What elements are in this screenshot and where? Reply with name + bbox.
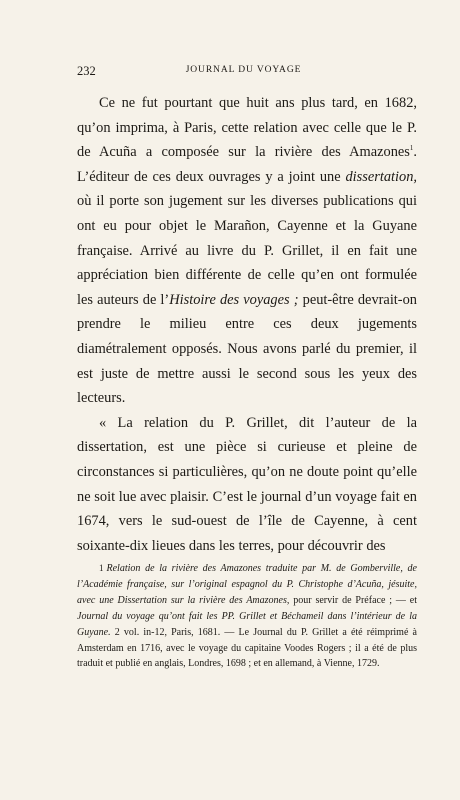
footnote-1 [77, 561, 417, 672]
footnote-reference: 1 [409, 144, 414, 153]
paragraph-1-text-b: . L’éditeur de ces deux ouvrages y a joint une [77, 144, 417, 185]
running-head: JOURNAL DU VOYAGE [185, 65, 302, 75]
footnote-text-1: pour servir de Préface ; — et [289, 594, 418, 606]
page-header [77, 64, 410, 80]
footnote-italic-title-1: Relation de la rivière des Amazones traduite par M. de Gomberville, de l’Académie française, sur l’original espagnol du P. Christophe d’Acuña, jésuite, avec une Dissertation sur la rivière des Amazones, [77, 563, 417, 606]
paragraph-1-italic-dissertation: dissertation, [345, 168, 417, 185]
footnote-number: 1 [99, 563, 104, 573]
body-text [77, 91, 417, 558]
footnote-italic-title-2: Journal du voyage qu’ont fait les PP. Grillet et Béchameil dans l’intérieur de la Guyane. [77, 610, 417, 638]
paragraph-1-text-d: peut-être devrait-on prendre le milieu entre ces deux jugements diamétralement opposés. Nous avons parlé du premier, il est juste de mettre aussi le second sous les yeux des lecteurs. [77, 291, 417, 407]
footnote-text-2: 2 vol. in-12, Paris, 1681. — Le Journal du P. Grillet a été réimprimé à Amsterdam en 1716, avec le voyage du capitaine Voodes Rogers ; il a été de plus traduit et publié en anglais, Londres, 1698 ; et en allemand, à Vienne, 1729. [77, 626, 417, 670]
paragraph-1-text-a: Ce ne fut pourtant que huit ans plus tard, en 1682, qu’on imprima, à Paris, cette relation avec celle que le P. de Acuña a composée sur la rivière des Amazones [77, 95, 417, 161]
paragraph-2: « La relation du P. Grillet, dit l’auteur de la dissertation, est une pièce si curieuse et pleine de circonstances si particulières, qu’on ne doute point qu’elle ne soit lue avec plaisir. C’est le journal d’un voyage fait en 1674, vers le sud-ouest de l’île de Cayenne, à cent soixante-dix lieues dans les terres, pour découvrir des [77, 414, 417, 554]
footnotes [77, 561, 417, 672]
paragraph-1 [77, 91, 417, 411]
page-number: 232 [77, 64, 96, 78]
paragraph-1-italic-histoire: Histoire des voyages ; [169, 291, 299, 308]
paragraph-1-text-c: où il porte son jugement sur les diverses publications qui ont eu pour objet le Marañon, Cayenne et la Guyane française. Arrivé au livre du P. Grillet, il en fait une appréciation bien différente de celle qu’en ont formulée les auteurs de l’ [77, 193, 417, 308]
